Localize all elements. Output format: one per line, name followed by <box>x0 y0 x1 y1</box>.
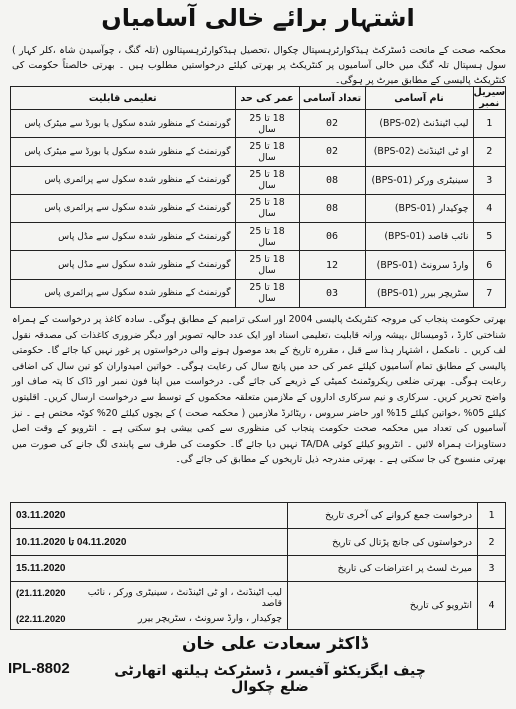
age-limit-cell: 18 تا 25 سال <box>235 138 299 166</box>
schedule-label: درخواستوں کی جانچ پڑتال کی تاریخ <box>288 529 478 555</box>
header-post-count: تعداد آسامی <box>299 87 365 110</box>
serial-cell: 5 <box>473 223 505 251</box>
ipl-reference-number: IPL-8802 <box>8 660 70 677</box>
table-row <box>11 110 506 138</box>
post-name-cell: لیب اٹینڈنٹ (BPS-02) <box>365 110 473 138</box>
post-count-cell: 06 <box>299 223 365 251</box>
qualification-cell: گورنمنٹ کے منظور شدہ سکول سے پرائمری پاس <box>11 279 236 307</box>
post-name-cell: سینیٹری ورکر (BPS-01) <box>365 166 473 194</box>
schedule-label: میرٹ لسٹ پر اعتراضات کی تاریخ <box>288 555 478 581</box>
table-row <box>11 503 506 529</box>
table-row <box>11 279 506 307</box>
post-count-cell: 02 <box>299 138 365 166</box>
age-limit-cell: 18 تا 25 سال <box>235 223 299 251</box>
table-row <box>11 555 506 581</box>
interview-date: (21.11.2020 <box>16 587 66 599</box>
serial-cell: 3 <box>478 555 506 581</box>
schedule-date: 15.11.2020 <box>11 555 288 581</box>
schedule-label: درخواست جمع کروانے کی آخری تاریخ <box>288 503 478 529</box>
interview-posts: چوکیدار ، وارڈ سرونٹ ، سٹریچر بیرر <box>138 613 282 625</box>
table-row <box>11 223 506 251</box>
header-serial: سیریل نمبر <box>473 87 505 109</box>
age-limit-cell: 18 تا 25 سال <box>235 251 299 279</box>
qualification-cell: گورنمنٹ کے منظور شدہ سکول سے پرائمری پاس <box>11 194 236 222</box>
schedule-table <box>10 502 506 630</box>
interview-posts: لیب اٹینڈنٹ ، او ٹی اٹینڈنٹ ، سینیٹری ورکر ، نائب قاصد <box>87 587 282 610</box>
table-row <box>11 194 506 222</box>
header-post-name: نام آسامی <box>365 87 473 110</box>
header-qualification: تعلیمی قابلیت <box>11 87 236 110</box>
post-name-cell: سٹریچر بیرر (BPS-01) <box>365 279 473 307</box>
age-limit-cell: 18 تا 25 سال <box>235 194 299 222</box>
interview-date: (22.11.2020 <box>16 613 66 625</box>
table-row <box>11 166 506 194</box>
schedule-date: 04.11.2020 تا 10.11.2020 <box>11 529 288 555</box>
signatory-name: ڈاکٹر سعادت علی خان <box>182 634 368 654</box>
qualification-cell: گورنمنٹ کے منظور شدہ سکول یا بورڈ سے میٹرک پاس <box>11 138 236 166</box>
table-row <box>11 582 506 630</box>
serial-cell: 3 <box>473 166 505 194</box>
serial-cell: 6 <box>473 251 505 279</box>
serial-cell: 7 <box>473 279 505 307</box>
post-count-cell: 03 <box>299 279 365 307</box>
header-age-limit: عمر کی حد <box>235 87 299 110</box>
interview-schedule-cell <box>11 582 288 630</box>
serial-cell: 4 <box>473 194 505 222</box>
vacancies-table <box>10 86 506 308</box>
serial-cell: 1 <box>473 110 505 138</box>
table-row <box>11 529 506 555</box>
serial-cell: 1 <box>478 503 506 529</box>
qualification-cell: گورنمنٹ کے منظور شدہ سکول سے مڈل پاس <box>11 251 236 279</box>
serial-cell: 2 <box>478 529 506 555</box>
intro-paragraph: محکمہ صحت کے ماتحت ڈسٹرکٹ ہیڈکوارٹرہسپتال چکوال ،تحصیل ہیڈکوارٹرہسپتالوں (تلہ گنگ ، چوآسیدن شاہ ،کلر کہار ) سول ہسپتال تلہ گنگ میں خالی آسامیوں پر کنٹریکٹ پر بھرتی کیلئے درخواستیں مطلوب ہیں ۔ بھرتی خالصتاً حکومت کی کنٹریکٹ پالیسی کے مطابق میرٹ پر ہوگی۔ <box>12 45 506 86</box>
post-name-cell: او ٹی اٹینڈنٹ (BPS-02) <box>365 138 473 166</box>
post-name-cell: چوکیدار (BPS-01) <box>365 194 473 222</box>
serial-cell: 4 <box>478 582 506 630</box>
signatory-designation: چیف ایگزیکٹو آفیسر ، ڈسٹرکٹ ہیلتھ اتھارٹی ضلع چکوال <box>114 663 426 695</box>
post-count-cell: 08 <box>299 194 365 222</box>
age-limit-cell: 18 تا 25 سال <box>235 279 299 307</box>
post-count-cell: 02 <box>299 110 365 138</box>
schedule-label: انٹرویو کی تاریخ <box>288 582 478 630</box>
interview-line <box>16 613 282 624</box>
post-name-cell: نائب قاصد (BPS-01) <box>365 223 473 251</box>
schedule-date: 03.11.2020 <box>11 503 288 529</box>
age-limit-cell: 18 تا 25 سال <box>235 166 299 194</box>
terms-and-conditions: بھرتی حکومت پنجاب کی مروجہ کنٹریکٹ پالیسی 2004 اور اسکی ترامیم کے مطابق ہوگی۔ سادہ کاغذ پر درخواست کے ہمراہ شناختی کارڈ ، ڈومیسائل ،پیشہ ورانہ قابلیت ،تعلیمی اسناد اور ایک عدد حالیہ تصویر اور دیگر ضروری کاغذات کی مصدقہ نقول لف کریں ۔ نامکمل ، اشتہار ہذا سے قبل ، مقررہ تاریخ کے بعد موصول ہونے والی درخواستوں پر غور نہیں کیا جائے گا۔ حکومتی پالیسی کے مطابق تمام آسامیوں کیلئے عمر کی حد میں پانچ سال کی رعایت ہوگی۔ خواتین امیدواران کو تین سال کی اضافی رعایت ہوگی۔ بھرتی ضلعی ریکروٹمنٹ کمیٹی کے ذریعے کی جائے گی۔ درخواست میں اپنا فون نمبر اور ڈاک کا پتہ صاف اور واضح تحریر کریں۔ سرکاری و نیم سرکاری اداروں کے ملازمین متعلقہ محکموں کے توسط سے درخواست ارسال کریں۔ اقلیتوں کیلئے 05% ،خواتین کیلئے 15% اور حاضر سروس ، ریٹائرڈ ملازمین ( محکمہ صحت ) کے بچوں کیلئے 20% کوٹہ مختص ہے ۔ نیز آسامیوں کی تعداد میں محکمہ صحت حکومت پنجاب کی منظوری سے کمی بیشی ہو سکتی ہے ۔ انٹرویو کے وقت اصل دستاویزات ہمراہ لائیں ۔ انٹرویو کیلئے کوئی TA/DA نہیں دیا جائے گا۔ حکومت کی طرف سے پابندی لگ جانے کی صورت میں بھرتی منسوخ کی جا سکتی ہے ۔ بھرتی مندرجہ ذیل تاریخوں کے مطابق کی جائے گی۔ <box>12 314 507 466</box>
qualification-cell: گورنمنٹ کے منظور شدہ سکول یا بورڈ سے میٹرک پاس <box>11 110 236 138</box>
serial-cell: 2 <box>473 138 505 166</box>
qualification-cell: گورنمنٹ کے منظور شدہ سکول سے پرائمری پاس <box>11 166 236 194</box>
post-count-cell: 08 <box>299 166 365 194</box>
interview-line <box>16 587 282 609</box>
vacancies-table-header <box>11 87 506 110</box>
age-limit-cell: 18 تا 25 سال <box>235 110 299 138</box>
advertisement-title: اشتہار برائے خالی آسامیاں <box>101 4 415 32</box>
table-row <box>11 251 506 279</box>
post-count-cell: 12 <box>299 251 365 279</box>
table-row <box>11 138 506 166</box>
post-name-cell: وارڈ سرونٹ (BPS-01) <box>365 251 473 279</box>
qualification-cell: گورنمنٹ کے منظور شدہ سکول سے مڈل پاس <box>11 223 236 251</box>
